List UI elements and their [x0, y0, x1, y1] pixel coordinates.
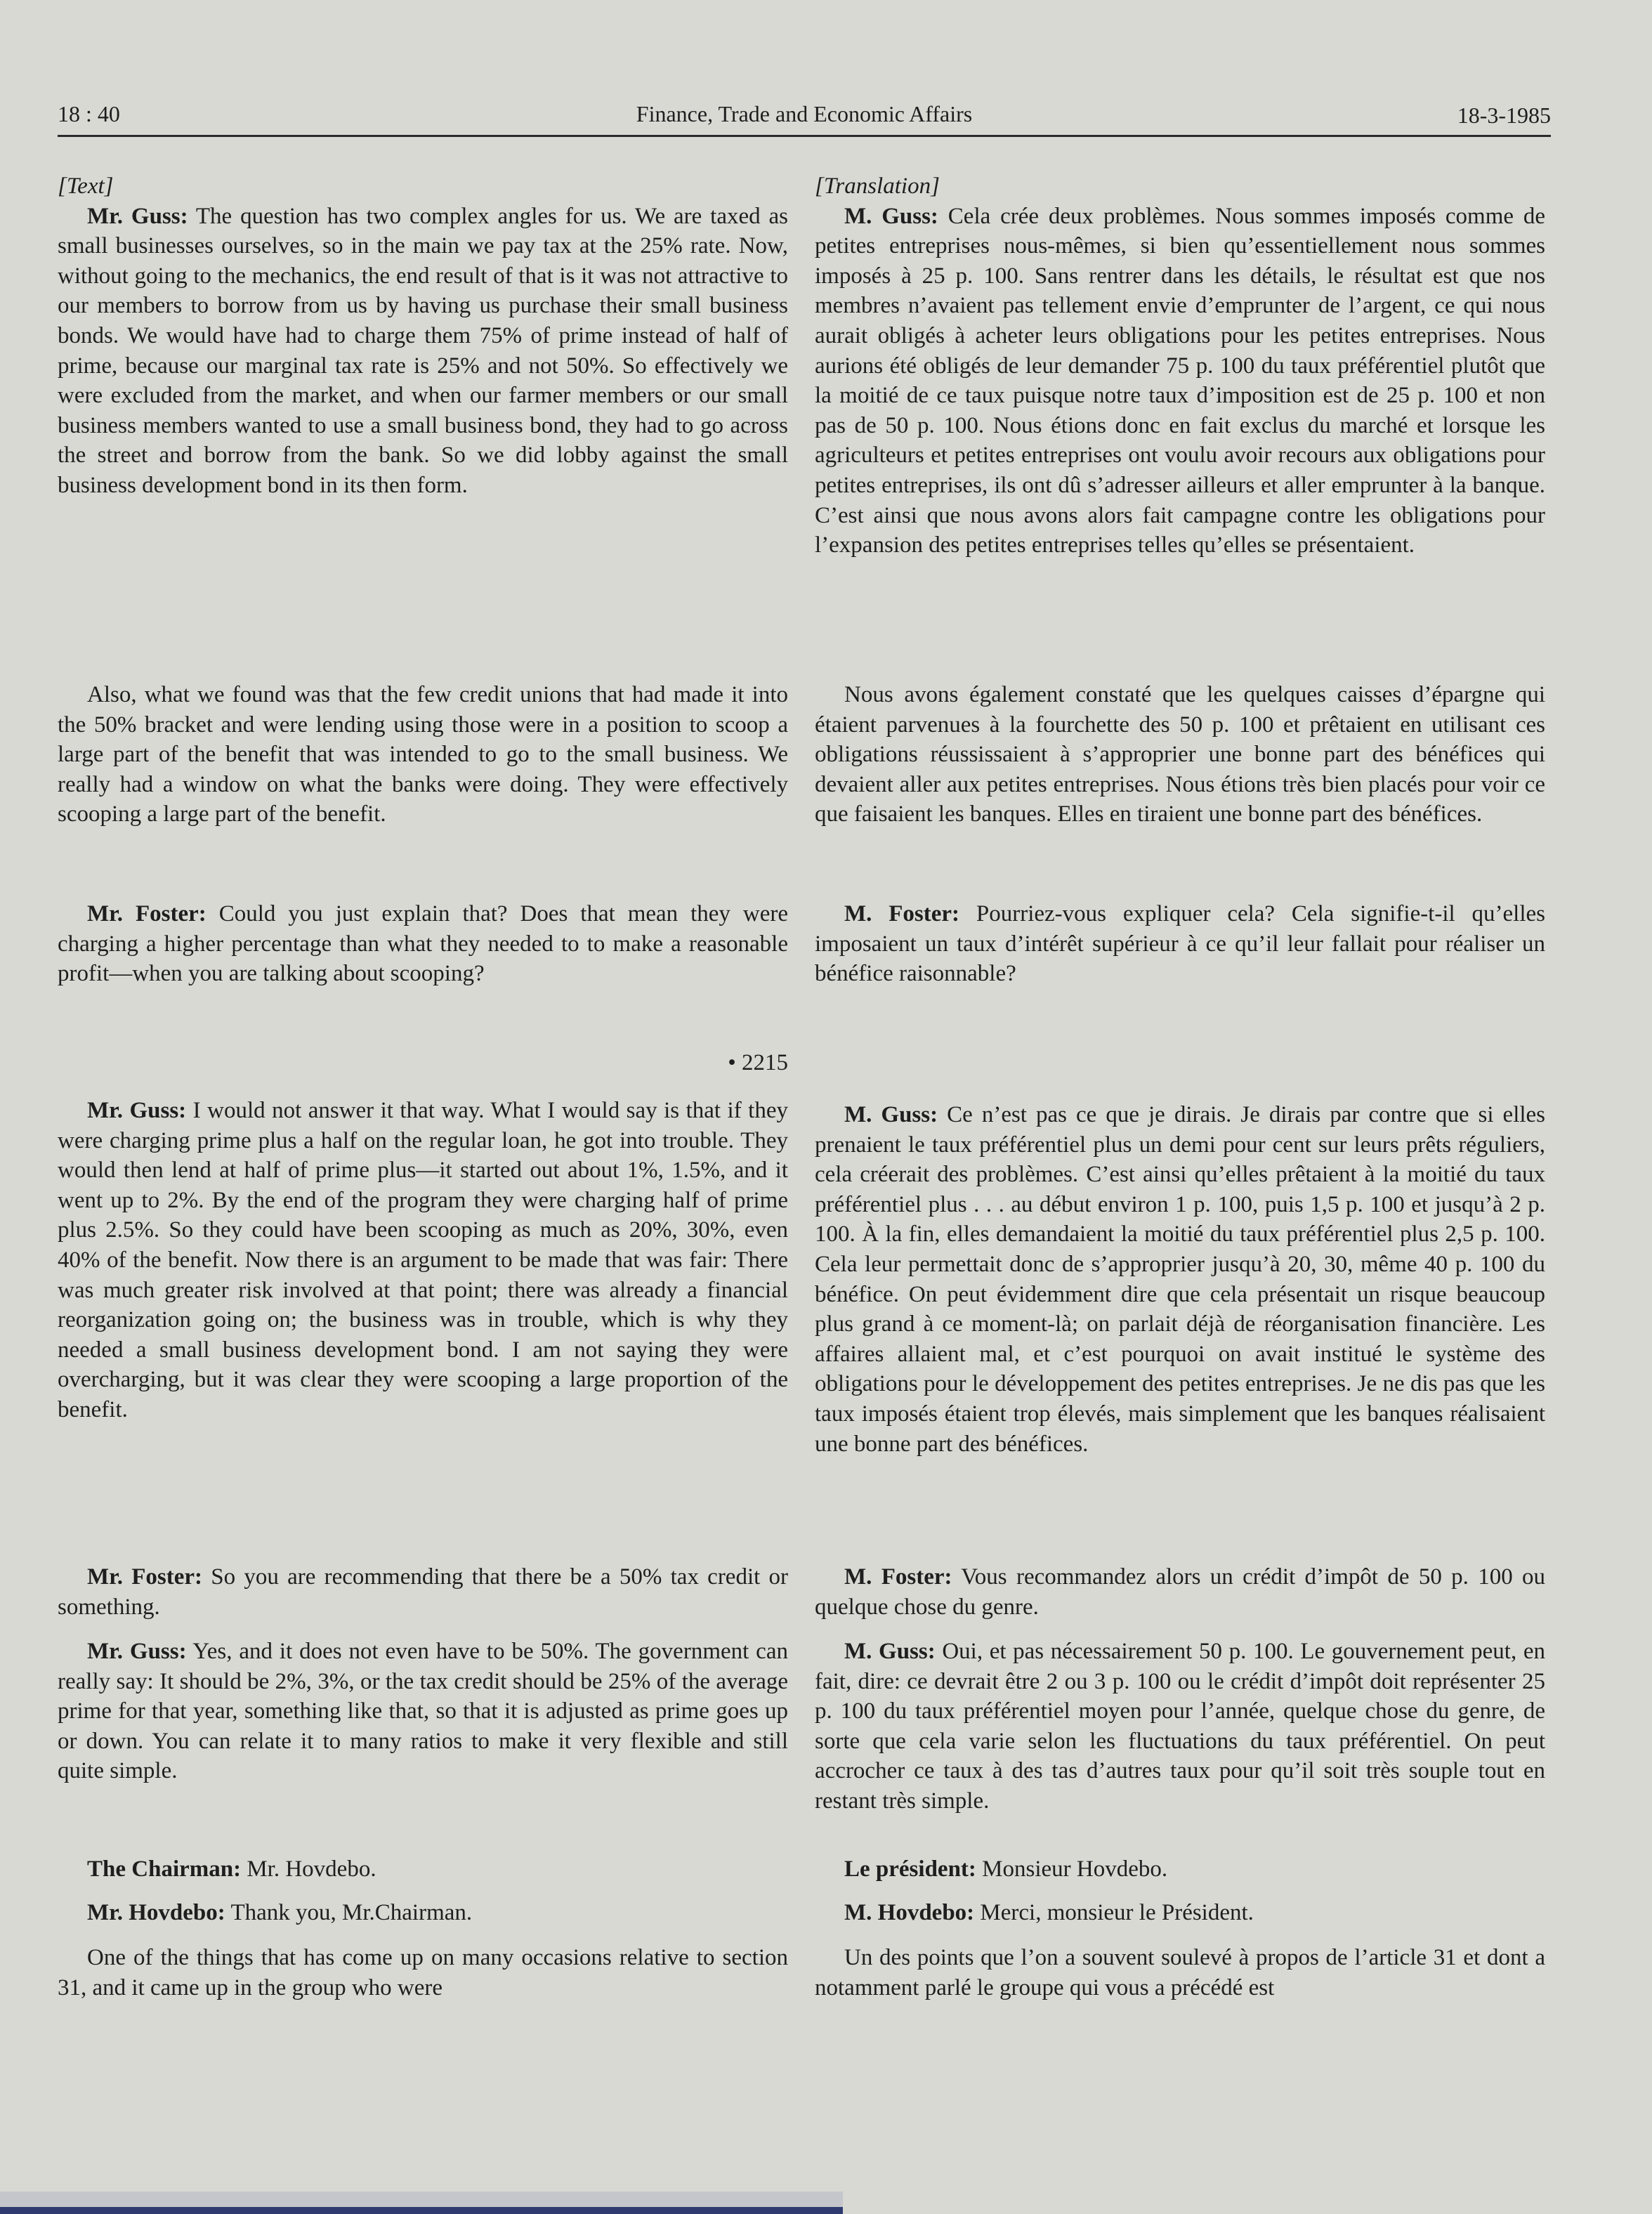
- left-block-9: [58, 1943, 788, 2003]
- paragraph-text: Cela crée deux problèmes. Nous sommes imposés comme de petites entreprises nous-mêmes, si bien qu’essentiellement nous sommes imposés à 25 p. 100. Sans rentrer dans les détails, le résultat est que nos membres n’avaient pas tellement envie d’emprunter de l’argent, ce qui nous aurait obligés à acheter leurs obligations pour les petites entreprises. Nous aurions été obligés de leur demander 75 p. 100 du taux préférentiel plutôt que la moitié de ce taux puisque notre taux d’imposition est de 25 p. 100 et non pas de 50 p. 100. Nous étions donc en fait exclus du marché et lorsque les agriculteurs et petites entreprises ont voulu avoir recours aux obligations pour petites entreprises, ils ont dû s’adresser ailleurs et aller emprunter à la banque. C’est ainsi que nous avons alors fait campagne contre les obligations pour l’expansion des petites entreprises telles qu’elles se présentaient.: [815, 203, 1546, 558]
- left-paragraph-3: [58, 899, 788, 989]
- left-block-marker: [58, 1048, 788, 1078]
- speaker-label: Le président:: [844, 1856, 976, 1882]
- paragraph-text: Mr. Hovdebo.: [247, 1856, 376, 1882]
- paragraph-text: I would not answer it that way. What I would say is that if they were charging prime plus a half on the regular loan, he got into trouble. They would then lend at half of prime plus—it started out about 1%, 1.5%, and it went up to 2%. By the end of the program they were charging half of prime plus 2.5%. So they could have been scooping as much as 20%, 30%, even 40% of the benefit. Now there is an argument to be made that was fair: There was much greater risk involved at that point; there was already a financial reorganization going on; the business was in trouble, which is why they needed a small business development bond. I am not saying they were overcharging, but it was clear they were scooping a large proportion of the benefit.: [58, 1098, 788, 1422]
- right-paragraph-5: [815, 1562, 1545, 1622]
- right-paragraph-3: [815, 899, 1545, 989]
- paragraph-text: Vous recommandez alors un crédit d’impôt de 50 p. 100 ou quelque chose du genre.: [815, 1564, 1546, 1620]
- text-tag: [Text]: [58, 173, 114, 199]
- left-paragraph-9: One of the things that has come up on many occasions relative to section 31, and it came up in the group who were: [58, 1945, 788, 2000]
- left-paragraph-5: [58, 1562, 788, 1622]
- speaker-label: M. Guss:: [844, 1639, 936, 1664]
- page-header: [58, 98, 1551, 137]
- left-paragraph-1: [58, 202, 788, 501]
- right-block-6: [815, 1637, 1545, 1816]
- speaker-label: Mr. Guss:: [87, 1639, 187, 1664]
- speaker-label: M. Foster:: [844, 901, 960, 926]
- left-paragraph-6: [58, 1637, 788, 1786]
- left-block-5: [58, 1562, 788, 1622]
- right-paragraph-6: [815, 1637, 1545, 1816]
- speaker-label: Mr. Hovdebo:: [87, 1900, 225, 1925]
- translation-tag: [Translation]: [815, 173, 940, 199]
- left-block-4: [58, 1096, 788, 1425]
- right-paragraph-9: Un des points que l’on a souvent soulevé à propos de l’article 31 et dont a notamment parlé le groupe qui vous a précédé est: [815, 1945, 1545, 2000]
- paragraph-text: Yes, and it does not even have to be 50%. The government can really say: It should be 2%, 3%, or the tax credit should be 25% of the average prime for that year, something like that, so that it is adjusted as prime goes up or down. You can relate it to many ratios to make it very flexible and still quite simple.: [58, 1639, 788, 1784]
- speaker-label: Mr. Guss:: [87, 1098, 187, 1123]
- right-block-1: [815, 171, 1545, 561]
- time-marker: • 2215: [728, 1050, 788, 1075]
- running-title: Finance, Trade and Economic Affairs: [636, 101, 973, 126]
- left-paragraph-4: [58, 1096, 788, 1425]
- left-paragraph-2: Also, what we found was that the few credit unions that had made it into the 50% bracket and were lending using those were in a position to scoop a large part of the benefit that was intended to go to the small business. We really had a window on what the banks were doing. They were effectively scooping a large part of the benefit.: [58, 682, 788, 827]
- right-paragraph-8: [815, 1898, 1545, 1928]
- right-block-2: [815, 680, 1545, 830]
- right-block-9: [815, 1943, 1545, 2003]
- paragraph-text: Pourriez-vous expliquer cela? Cela signifie-t-il qu’elles imposaient un taux d’intérêt supérieur à ce qu’il leur fallait pour réaliser un bénéfice raisonnable?: [815, 901, 1546, 987]
- right-block-4: [815, 1100, 1545, 1459]
- left-block-7: [58, 1854, 788, 1885]
- binding-stripe: [0, 2207, 843, 2214]
- paragraph-text: Thank you, Mr.Chairman.: [230, 1900, 473, 1925]
- paragraph-text: Could you just explain that? Does that mean they were charging a higher percentage than what they needed to to make a reasonable profit—when you are talking about scooping?: [58, 901, 788, 987]
- page-bottom-edge: [0, 2192, 843, 2214]
- right-paragraph-7: [815, 1854, 1545, 1885]
- page-number: 18 : 40: [58, 101, 120, 126]
- right-paragraph-2: Nous avons également constaté que les quelques caisses d’épargne qui étaient parvenues à la fourchette des 50 p. 100 et prêtaient en utilisant ces obligations réussissaient à s’approprier une bonne part des bénéfices qui devaient aller aux petites entreprises. Nous étions très bien placés pour voir ce que faisaient les banques. Elles en tiraient une bonne part des bénéfices.: [815, 682, 1545, 827]
- speaker-label: Mr. Foster:: [87, 1564, 203, 1590]
- left-block-3: [58, 899, 788, 989]
- paragraph-text: Ce n’est pas ce que je dirais. Je dirais par contre que si elles prenaient le taux préférentiel plus un demi pour cent sur leurs prêts réguliers, cela créerait des problèmes. C’est ainsi qu’elles prêtaient à la moitié du taux préférentiel plus . . . au début environ 1 p. 100, puis 1,5 p. 100 et jusqu’à 2 p. 100. À la fin, elles demandaient la moitié du taux préférentiel plus 2,5 p. 100. Cela leur permettait donc de s’approprier jusqu’à 20, 30, même 40 p. 100 du bénéfice. On peut évidemment dire que cela présentait un risque beaucoup plus grand à ce moment-là; on parlait déjà de réorganisation financière. Les affaires allaient mal, et c’est pourquoi on avait institué le système des obligations pour le développement des petites entreprises. Je ne dis pas que les taux imposés étaient trop élevés, mais simplement que les banques réalisaient une bonne part des bénéfices.: [815, 1102, 1546, 1457]
- right-block-7: [815, 1854, 1545, 1885]
- speaker-label: M. Hovdebo:: [844, 1900, 975, 1925]
- speaker-label: Mr. Guss:: [87, 203, 188, 229]
- left-block-6: [58, 1637, 788, 1786]
- paragraph-text: Oui, et pas nécessairement 50 p. 100. Le gouvernement peut, en fait, dire: ce devrait être 2 ou 3 p. 100 ou le crédit d’impôt doit représenter 25 p. 100 du taux préférentiel moyen pour l’année, quelque chose du genre, de sorte que cela varie selon les fluctuations du taux préférentiel. On peut accrocher ce taux à des tas d’autres taux pour qu’il soit très souple tout en restant très simple.: [815, 1639, 1545, 1814]
- paragraph-text: So you are recommending that there be a 50% tax credit or something.: [58, 1564, 789, 1620]
- right-paragraph-4: [815, 1100, 1545, 1459]
- right-paragraph-1: [815, 202, 1545, 561]
- left-block-2: [58, 680, 788, 830]
- header-date: 18-3-1985: [1457, 103, 1551, 128]
- left-paragraph-8: [58, 1898, 788, 1928]
- right-block-5: [815, 1562, 1545, 1622]
- right-block-3: [815, 899, 1545, 989]
- right-block-8: [815, 1898, 1545, 1928]
- speaker-label: M. Guss:: [844, 1102, 938, 1127]
- paragraph-text: The question has two complex angles for us. We are taxed as small businesses ourselves, so in the main we pay tax at the 25% rate. Now, without going to the mechanics, the end result of that is it was not attractive to our members to borrow from us by having us purchase their small business bonds. We would have had to charge them 75% of prime instead of half of prime, because our marginal tax rate is 25% and not 50%. So effectively we were excluded from the market, and when our farmer members or our small business members wanted to use a small business bond, they had to go across the street and borrow from the bank. So we did lobby against the small business development bond in its then form.: [58, 203, 788, 498]
- paragraph-text: Merci, monsieur le Président.: [980, 1900, 1254, 1925]
- speaker-label: M. Foster:: [844, 1564, 952, 1590]
- paragraph-text: Monsieur Hovdebo.: [982, 1856, 1168, 1882]
- speaker-label: M. Guss:: [844, 203, 938, 229]
- speaker-label: Mr. Foster:: [87, 901, 206, 926]
- left-paragraph-7: [58, 1854, 788, 1885]
- speaker-label: The Chairman:: [87, 1856, 242, 1882]
- left-block-1: [58, 171, 788, 501]
- left-block-8: [58, 1898, 788, 1928]
